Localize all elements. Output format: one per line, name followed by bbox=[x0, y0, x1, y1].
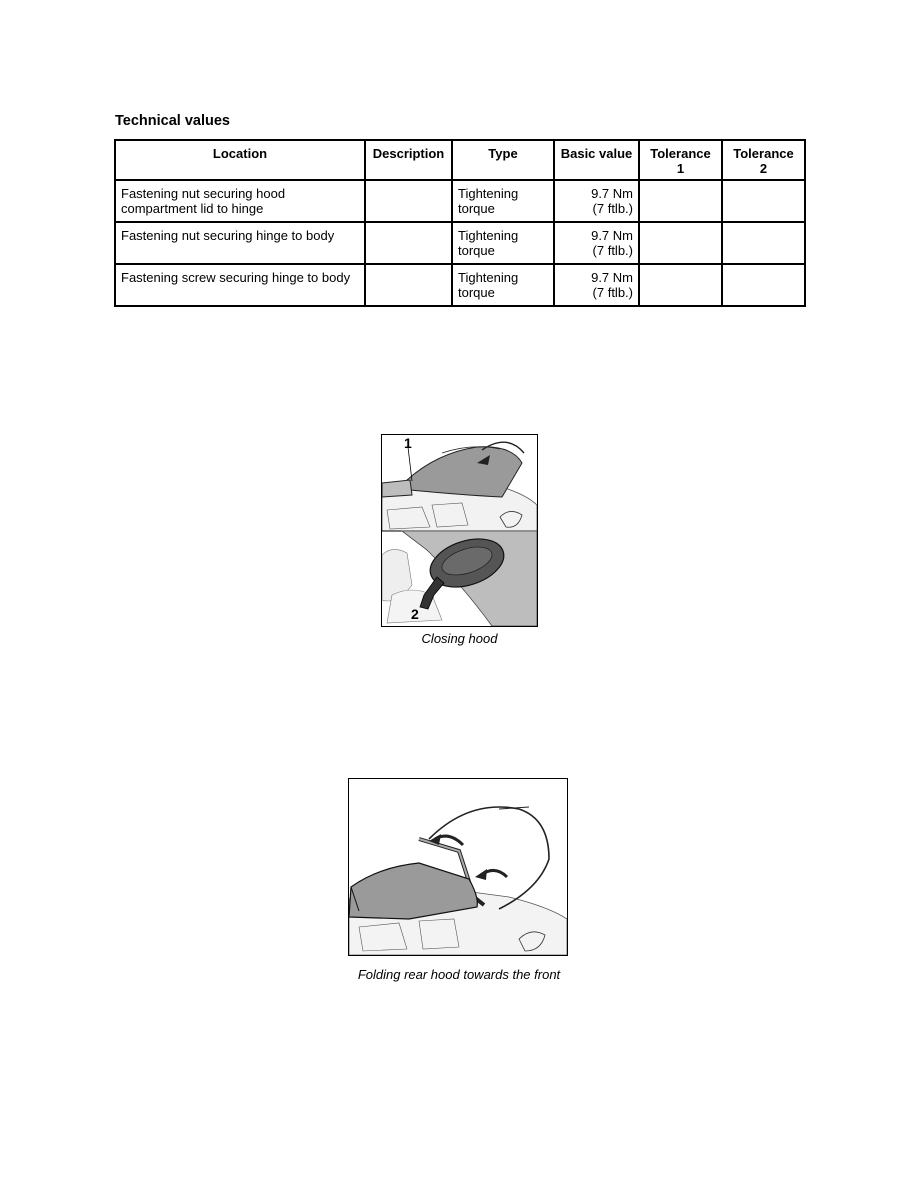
table-row bbox=[115, 180, 805, 222]
value-ftlb: (7 ftlb.) bbox=[592, 201, 633, 216]
cell-type: Tightening torque bbox=[452, 222, 554, 264]
cell-description bbox=[365, 180, 452, 222]
figure-folding-rear-hood bbox=[348, 778, 568, 956]
figure-closing-hood bbox=[381, 434, 538, 627]
header-description: Description bbox=[365, 140, 452, 180]
figure-caption: Folding rear hood towards the front bbox=[357, 967, 561, 982]
header-tolerance-2: Tolerance 2 bbox=[722, 140, 805, 180]
value-nm: 9.7 Nm bbox=[591, 270, 633, 285]
cell-type: Tightening torque bbox=[452, 180, 554, 222]
header-location: Location bbox=[115, 140, 365, 180]
value-ftlb: (7 ftlb.) bbox=[592, 243, 633, 258]
table-header-row bbox=[115, 140, 805, 180]
cell-basic-value bbox=[554, 222, 639, 264]
cell-basic-value bbox=[554, 264, 639, 306]
cell-tolerance-2 bbox=[722, 264, 805, 306]
cell-location: Fastening nut securing hood compartment lid to hinge bbox=[115, 180, 365, 222]
header-type: Type bbox=[452, 140, 554, 180]
cell-tolerance-1 bbox=[639, 264, 722, 306]
cell-type: Tightening torque bbox=[452, 264, 554, 306]
cell-tolerance-2 bbox=[722, 180, 805, 222]
technical-values-table bbox=[114, 139, 806, 307]
table-row bbox=[115, 222, 805, 264]
callout-1: 1 bbox=[404, 435, 412, 451]
header-tolerance-1: Tolerance 1 bbox=[639, 140, 722, 180]
table-row bbox=[115, 264, 805, 306]
cell-description bbox=[365, 222, 452, 264]
cell-basic-value bbox=[554, 180, 639, 222]
cell-tolerance-1 bbox=[639, 222, 722, 264]
cell-description bbox=[365, 264, 452, 306]
section-title: Technical values bbox=[115, 113, 230, 129]
figure-caption: Closing hood bbox=[421, 631, 498, 646]
cell-location: Fastening nut securing hinge to body bbox=[115, 222, 365, 264]
cell-location: Fastening screw securing hinge to body bbox=[115, 264, 365, 306]
value-nm: 9.7 Nm bbox=[591, 186, 633, 201]
cell-tolerance-1 bbox=[639, 180, 722, 222]
cell-tolerance-2 bbox=[722, 222, 805, 264]
callout-2: 2 bbox=[411, 606, 419, 622]
header-basic-value: Basic value bbox=[554, 140, 639, 180]
closing-hood-illustration bbox=[382, 435, 537, 626]
value-nm: 9.7 Nm bbox=[591, 228, 633, 243]
value-ftlb: (7 ftlb.) bbox=[592, 285, 633, 300]
folding-rear-hood-illustration bbox=[349, 779, 567, 955]
